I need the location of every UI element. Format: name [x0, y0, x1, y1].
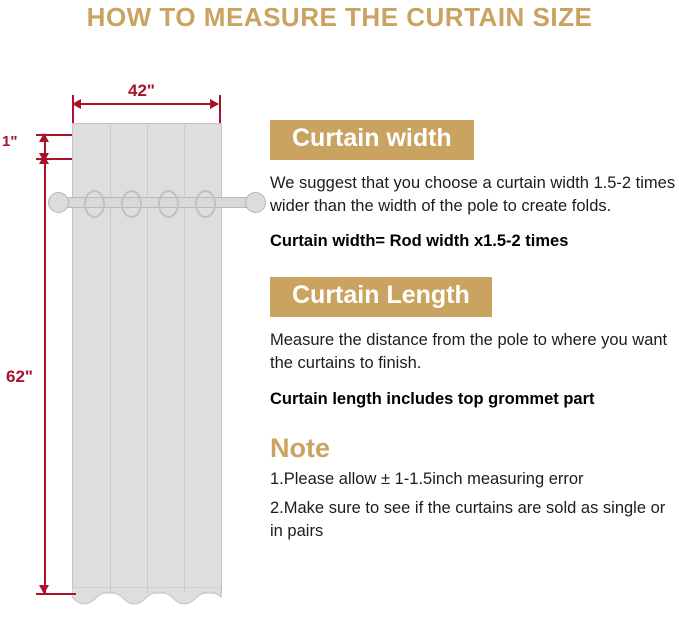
note-line-1: 1.Please allow ± 1-1.5inch measuring error	[270, 469, 584, 488]
note-heading: Note	[270, 432, 330, 463]
rod-finial-left-icon	[48, 192, 69, 213]
grommet-ring-icon	[121, 190, 142, 218]
section-heading-curtain-width: Curtain width	[270, 120, 474, 160]
length-tick-bottom	[36, 593, 76, 595]
grommet-label: 1"	[2, 133, 18, 150]
width-extension-right	[219, 95, 221, 123]
section-body-curtain-width: We suggest that you choose a curtain width 1.5-2 times wider than the width of the pole to create folds.	[270, 173, 676, 215]
rod-finial-right-icon	[245, 192, 266, 213]
length-label: 62"	[6, 367, 33, 386]
width-arrow-right-icon	[210, 99, 219, 109]
curtain-fold-line	[147, 125, 148, 593]
curtain-fold-line	[184, 125, 185, 593]
instructions-column	[270, 120, 679, 543]
section-formula-curtain-length: Curtain length includes top grommet part	[270, 389, 595, 408]
section-body-curtain-length: Measure the distance from the pole to where you want the curtains to finish.	[270, 330, 668, 373]
width-dimension-line	[74, 103, 218, 105]
length-arrow-up-icon	[39, 155, 49, 164]
page-title: HOW TO MEASURE THE CURTAIN SIZE	[86, 2, 593, 32]
grommet-arrow-up-icon	[39, 133, 49, 142]
grommet-ring-icon	[158, 190, 179, 218]
curtain-measurement-diagram	[0, 55, 290, 625]
grommet-ring-icon	[195, 190, 216, 218]
curtain-fold-line	[110, 125, 111, 593]
grommet-ring-icon	[84, 190, 105, 218]
section-heading-curtain-length: Curtain Length	[270, 277, 492, 317]
width-arrow-left-icon	[72, 99, 81, 109]
note-line-2: 2.Make sure to see if the curtains are sold as single or in pairs	[270, 498, 666, 540]
section-formula-curtain-width: Curtain width= Rod width x1.5-2 times	[270, 232, 569, 251]
width-label: 42"	[128, 81, 155, 100]
length-dimension-line	[44, 161, 46, 593]
